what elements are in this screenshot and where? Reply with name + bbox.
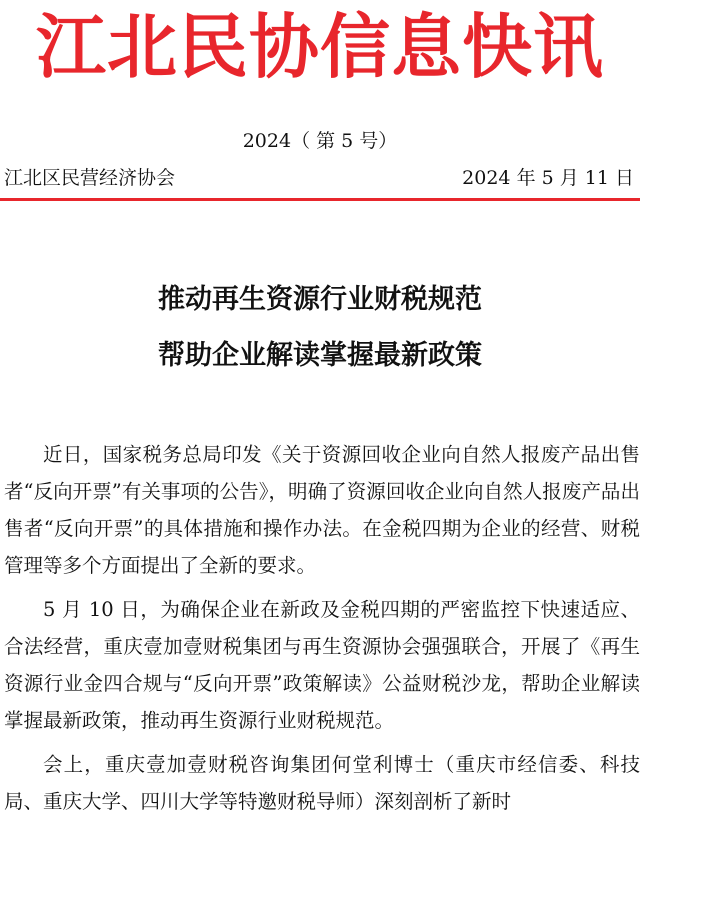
- issue-number: 2024（ 第 5 号）: [242, 130, 398, 152]
- headline-line-1: 推动再生资源行业财税规范: [158, 284, 482, 315]
- publisher-name: 江北区民营经济协会: [4, 167, 176, 189]
- paragraph: 会上，重庆壹加壹财税咨询集团何堂利博士（重庆市经信委、科技局、重庆大学、四川大学等特邀财税导师）深刻剖析了新时: [4, 753, 640, 813]
- red-divider: [0, 198, 640, 201]
- masthead-title: 江北民协信息快讯: [36, 6, 604, 88]
- headline-line-2: 帮助企业解读掌握最新政策: [158, 340, 482, 371]
- paragraph: 5 月 10 日，为确保企业在新政及金税四期的严密监控下快速适应、合法经营，重庆壹加壹财税集团与再生资源协会强强联合，开展了《再生资源行业金四合规与“反向开票”政策解读》公益财税沙龙，帮助企业解读掌握最新政策，推动再生资源行业财税规范。: [4, 598, 640, 732]
- paragraph: 近日，国家税务总局印发《关于资源回收企业向自然人报废产品出售者“反向开票”有关事项的公告》，明确了资源回收企业向自然人报废产品出售者“反向开票”的具体措施和操作办法。在金税四期为企业的经营、财税管理等多个方面提出了全新的要求。: [4, 443, 640, 577]
- publish-date: 2024 年 5 月 11 日: [462, 167, 634, 189]
- article-body: [4, 436, 640, 827]
